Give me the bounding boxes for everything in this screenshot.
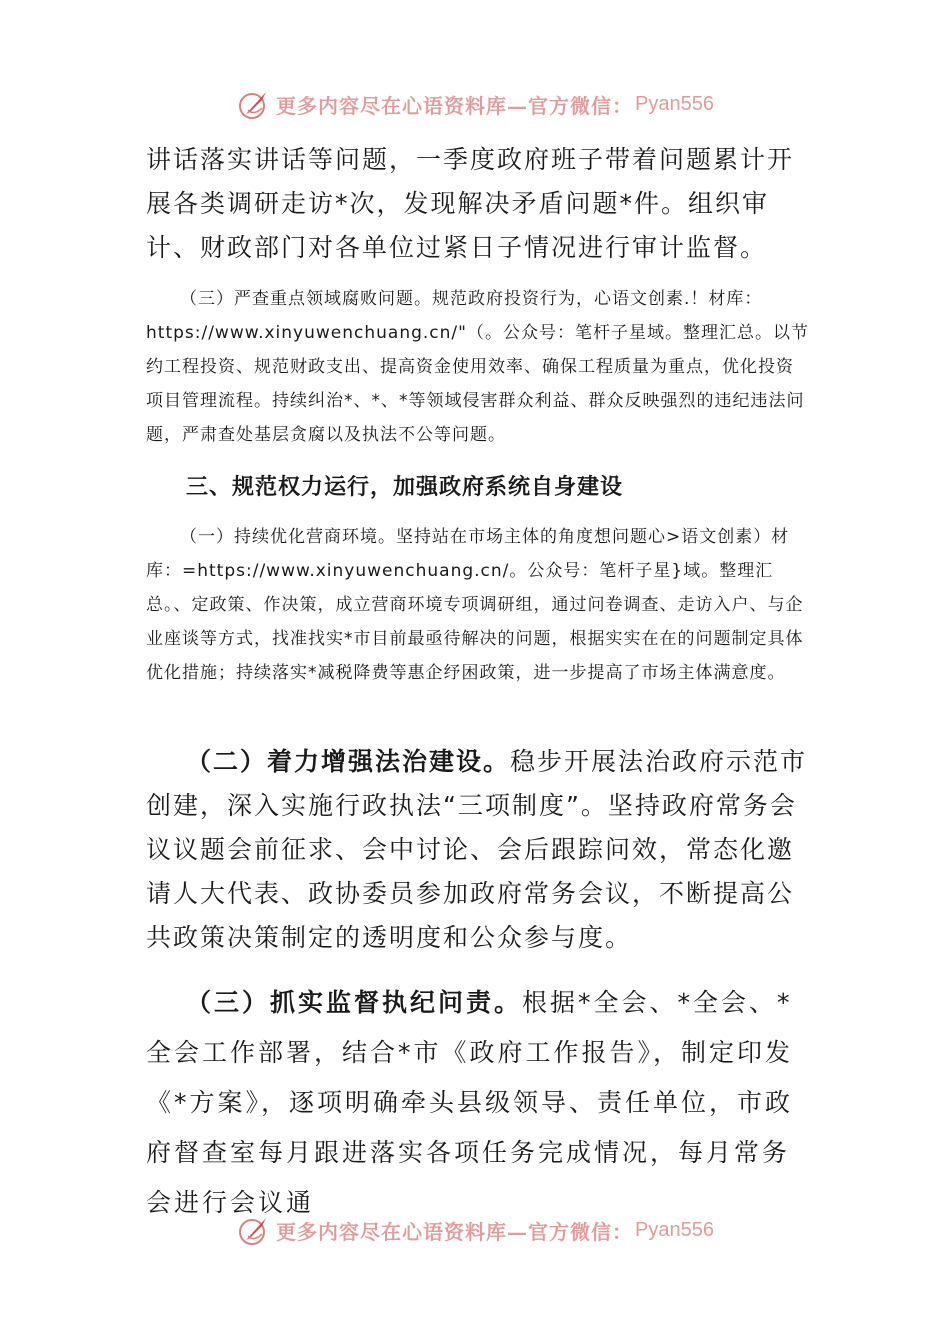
watermark-header <box>0 84 950 124</box>
paragraph-subsection-3 <box>146 978 810 1228</box>
paragraph-lead: （三）抓实监督执纪问责。 <box>186 988 523 1017</box>
watermark-wechat-id: Pyan556 <box>635 92 714 115</box>
paragraph-continued: 讲话落实讲话等问题，一季度政府班子带着问题累计开展各类调研走访*次，发现解决矛盾问题*件。组织审计、财政部门对各单位过紧日子情况进行审计监督。 <box>146 145 795 262</box>
watermark-text: 更多内容尽在心语资料库—官方微信： <box>276 1219 634 1244</box>
paragraph-lead: （二）着力增强法治建设。 <box>186 747 511 776</box>
paragraph-subsection-1: （一）持续优化营商环境。坚持站在市场主体的角度想问题心>语文创素）材库：=https://www.xinyuwenchuang.cn/。公众号：笔杆子星}域。整理汇总。、定政策、作决策，成立营商环境专项调研组，通过问卷调查、走访入户、与企业座谈等方式，找准找实*市目前最亟待解决的问题，根据实实在在的问题制定具体优化措施；持续落实*减税降费等惠企纾困政策，进一步提高了市场主体满意度。 <box>146 527 804 683</box>
paragraph-body: 稳步开展法治政府示范市创建，深入实施行政执法“三项制度”。坚持政府常务会议议题会前征求、会中讨论、会后跟踪问效，常态化邀请人大代表、政协委员参加政府常务会议，不断提高公共政策决策制定的透明度和公众参与度。 <box>146 747 808 952</box>
paragraph-subsection-2 <box>146 740 810 960</box>
quill-logo-icon <box>236 1212 272 1248</box>
watermark-wechat-id: Pyan556 <box>635 1218 714 1241</box>
paragraph-body: 根据*全会、*全会、*全会工作部署，结合*市《政府工作报告》，制定印发《*方案》，逐项明确牵头县级领导、责任单位，市政府督查室每月跟进落实各项任务完成情况，每月常务会进行会议通 <box>146 988 794 1217</box>
quill-logo-icon <box>236 86 272 122</box>
section-heading-3: 三、规范权力运行，加强政府系统自身建设 <box>186 475 624 500</box>
watermark-footer <box>0 1210 950 1250</box>
watermark-text: 更多内容尽在心语资料库—官方微信： <box>276 93 634 118</box>
paragraph-section-3: （三）严查重点领域腐败问题。规范政府投资行为，心语文创素.！材库：https://www.xinyuwenchuang.cn/"（。公众号：笔杆子星域。整理汇总。以节约工程投资、规范财政支出、提高资金使用效率、确保工程质量为重点，优化投资项目管理流程。持续纠治*、*、*等领域侵害群众利益、群众反映强烈的违纪违法问题，严肃查处基层贪腐以及执法不公等问题。 <box>146 289 809 445</box>
